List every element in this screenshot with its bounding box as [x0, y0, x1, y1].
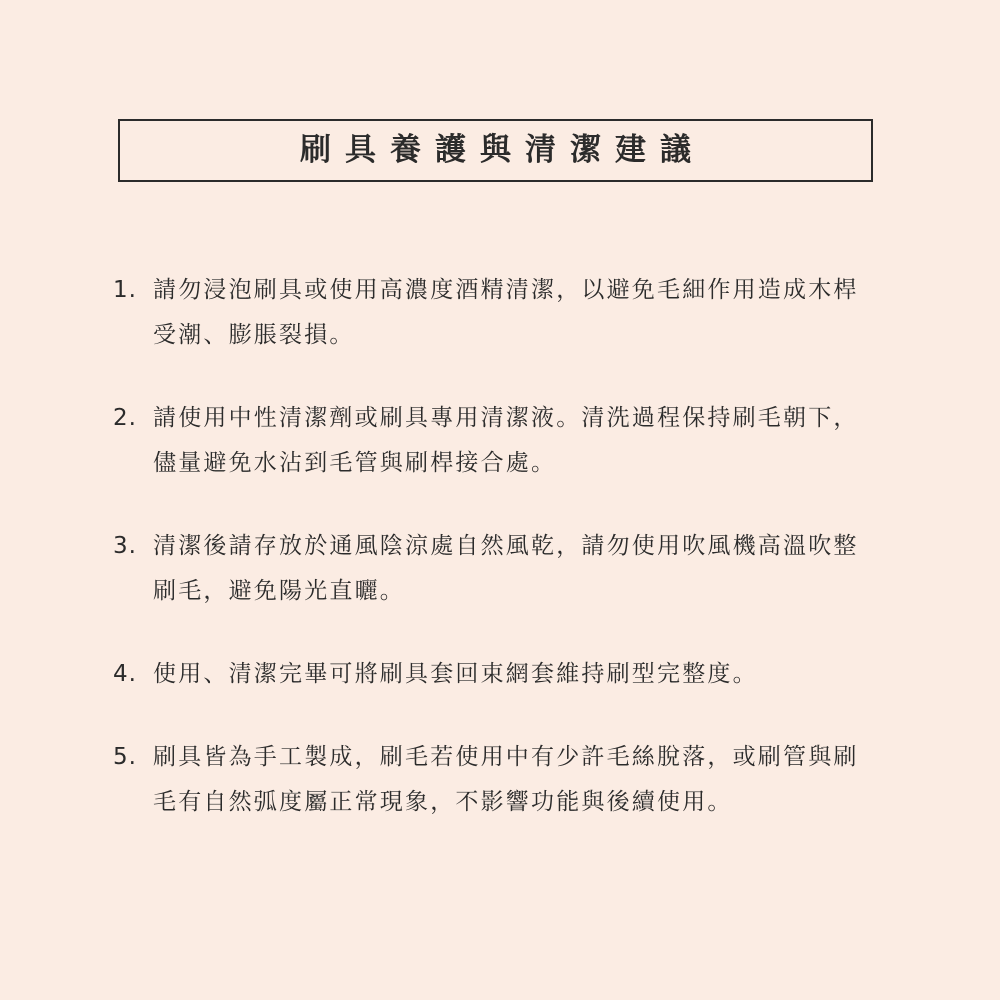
- list-item-text: 請使用中性清潔劑或刷具專用清潔液。清洗過程保持刷毛朝下，儘量避免水沾到毛管與刷桿接合處。: [153, 405, 859, 476]
- list-item-number: 4.: [113, 661, 137, 687]
- list-item-text: 請勿浸泡刷具或使用高濃度酒精清潔，以避免毛細作用造成木桿受潮、膨脹裂損。: [153, 277, 859, 348]
- list-item: [113, 268, 883, 358]
- list-item: [113, 652, 883, 697]
- list-item-text: 刷具皆為手工製成，刷毛若使用中有少許毛絲脫落，或刷管與刷毛有自然弧度屬正常現象，不影響功能與後續使用。: [153, 744, 859, 815]
- list-item: [113, 735, 883, 825]
- list-item-number: 2.: [113, 405, 137, 431]
- care-instructions-list: [113, 268, 883, 863]
- page-title: 刷具養護與清潔建議: [300, 132, 705, 168]
- list-item-number: 3.: [113, 533, 137, 559]
- list-item: [113, 396, 883, 486]
- list-item: [113, 524, 883, 614]
- list-item-number: 1.: [113, 277, 137, 303]
- list-item-text: 清潔後請存放於通風陰涼處自然風乾，請勿使用吹風機高溫吹整刷毛，避免陽光直曬。: [153, 533, 859, 604]
- title-box: [118, 119, 873, 182]
- list-item-text: 使用、清潔完畢可將刷具套回束網套維持刷型完整度。: [153, 661, 758, 687]
- list-item-number: 5.: [113, 744, 137, 770]
